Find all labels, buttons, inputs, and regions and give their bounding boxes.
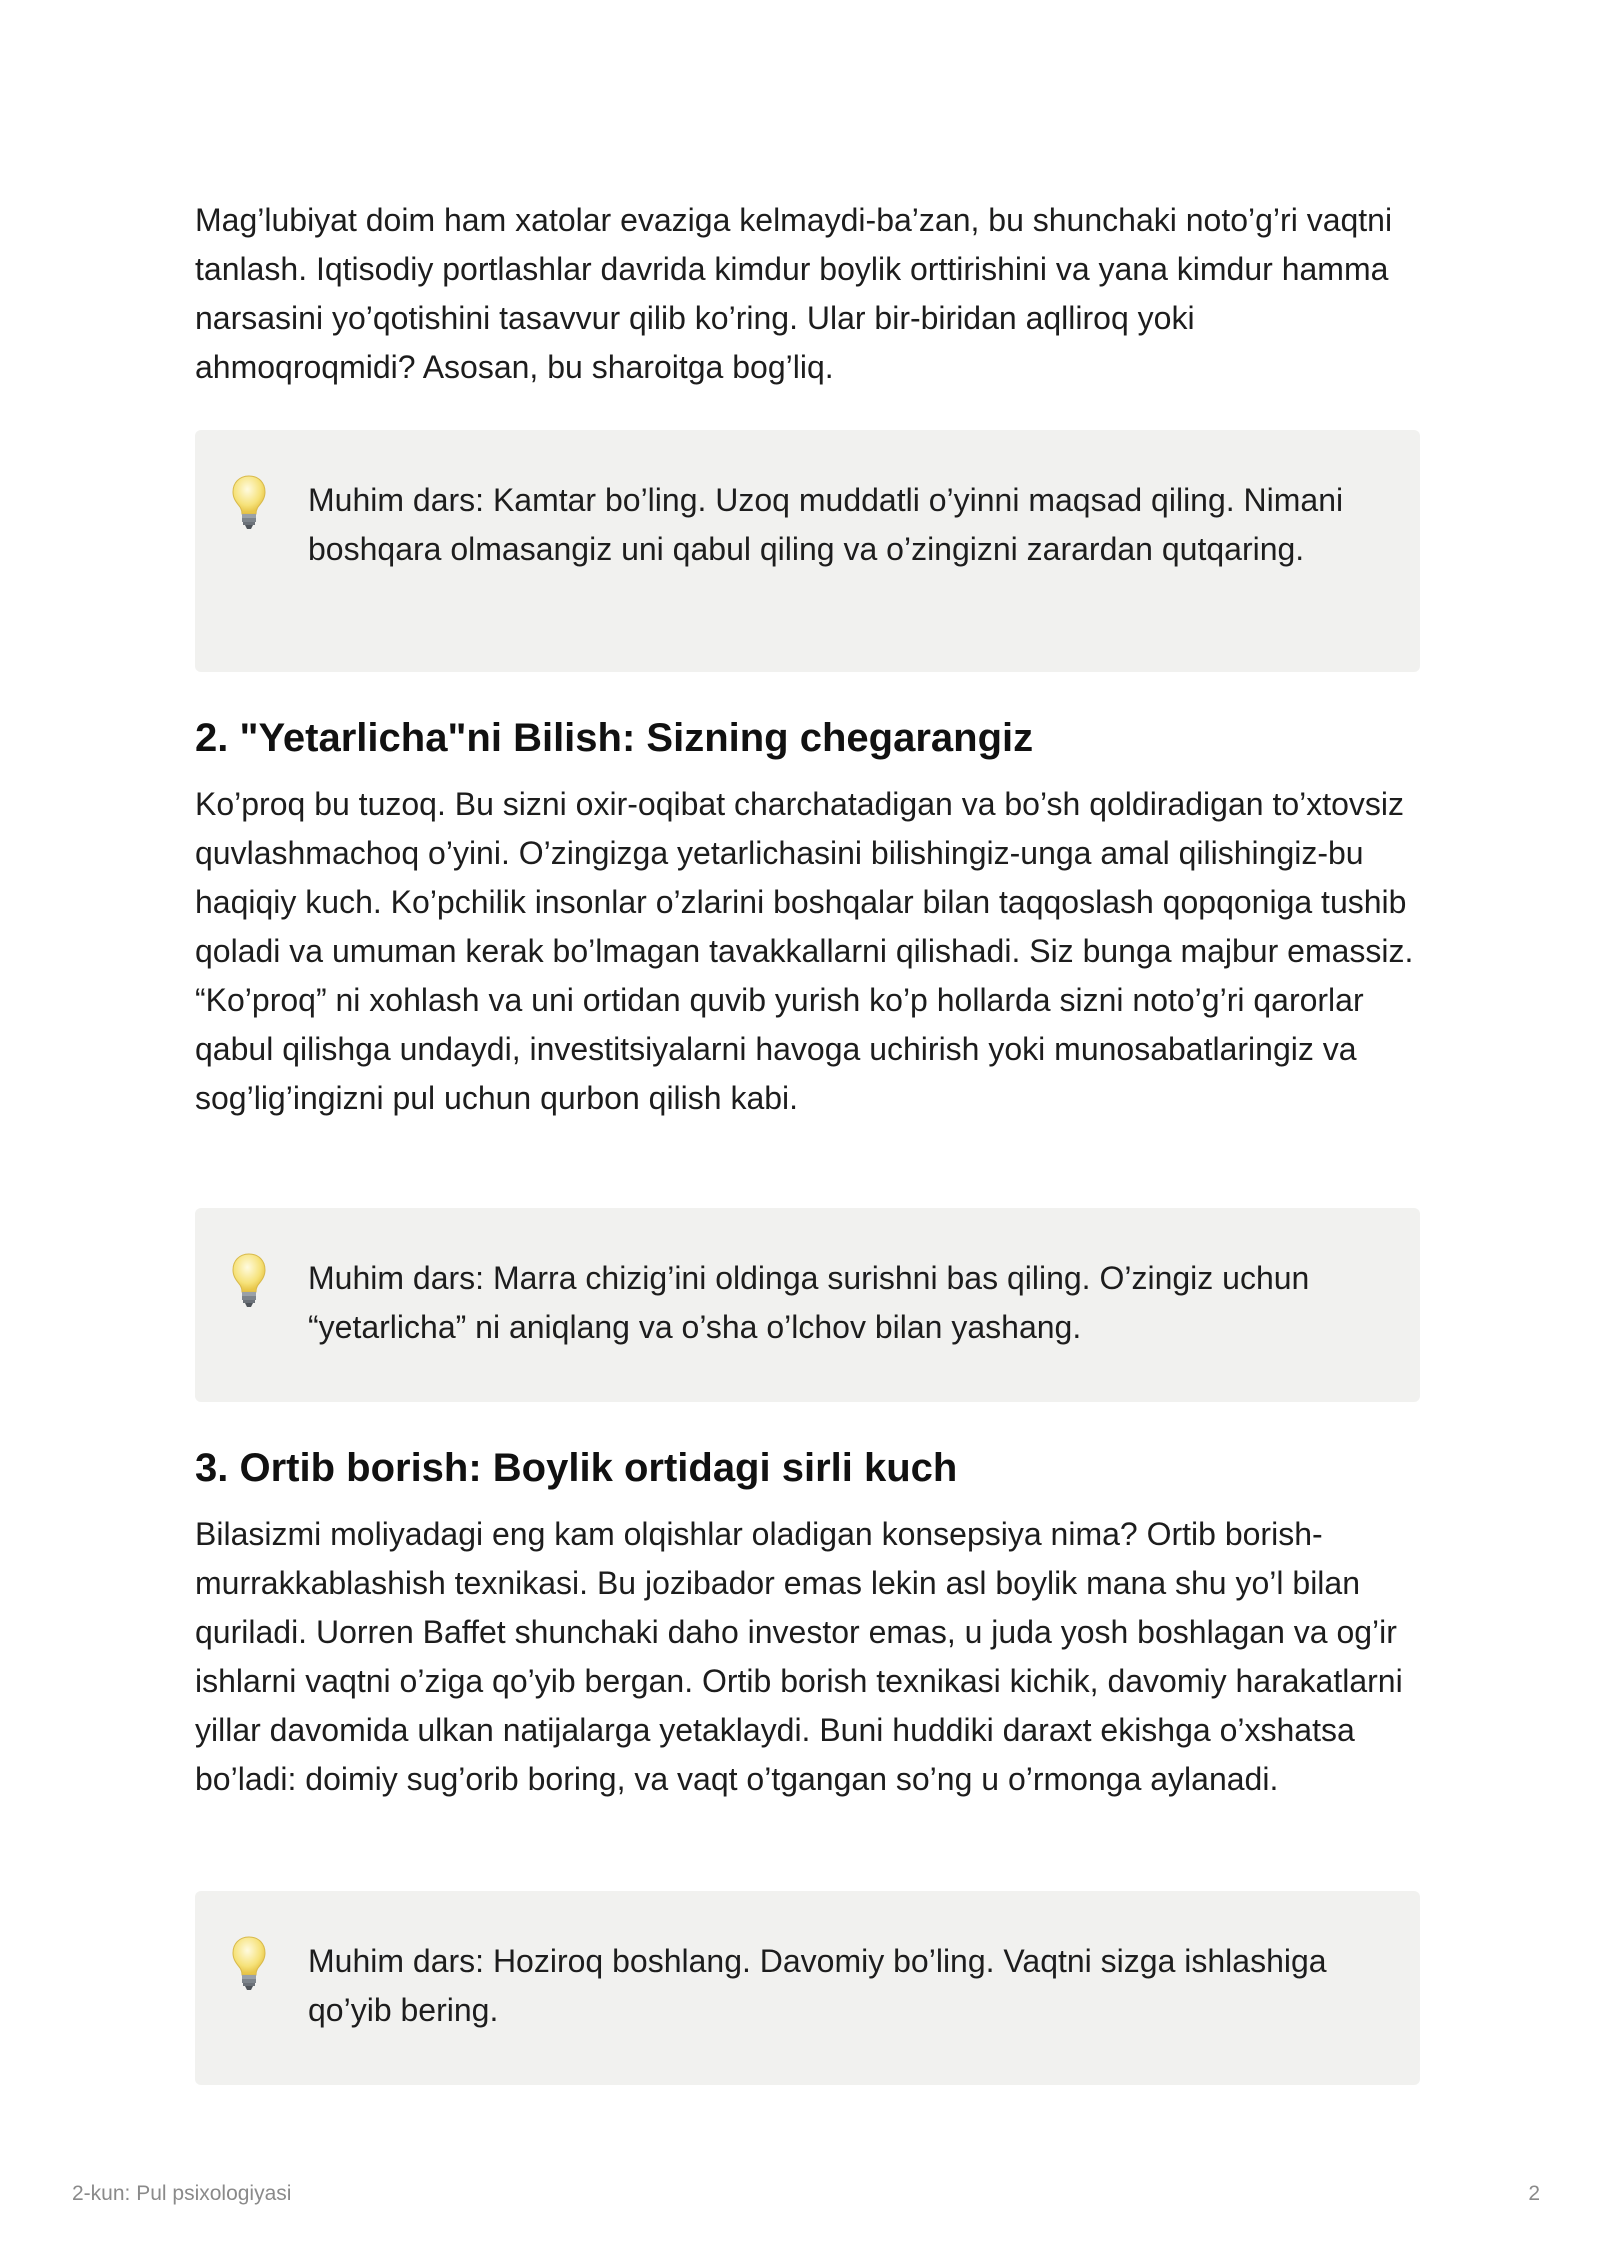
footer-page-number: 2 [1528,2182,1540,2205]
callout-lesson-2 [195,1208,1420,1402]
section-3-paragraph: Bilasizmi moliyadagi eng kam olqishlar oladigan konsepsiya nima? Ortib borish-murrakkablashish texnikasi. Bu jozibador emas lekin asl boylik mana shu yo’l bilan quriladi. Uorren Baffet shunchaki daho investor emas, u juda yosh boshlagan va og’ir ishlarni vaqtni o’ziga qo’yib bergan. Ortib borish texnikasi kichik, davomiy harakatlarni yillar davomida ulkan natijalarga yetaklaydi. Buni huddiki daraxt ekishga o’xshatsa bo’ladi: doimiy sug’orib boring, va vaqt o’tgangan so’ng u o’rmonga aylanadi. [195,1516,1403,1797]
lightbulb-icon [231,1935,267,1991]
section-heading-2: 2. "Yetarlicha"ni Bilish: Sizning chegarangiz [195,716,1034,760]
footer-document-title: 2-kun: Pul psixologiyasi [72,2182,292,2205]
lightbulb-icon [231,474,267,530]
intro-paragraph: Mag’lubiyat doim ham xatolar evaziga kelmaydi-ba’zan, bu shunchaki noto’g’ri vaqtni tanlash. Iqtisodiy portlashlar davrida kimdur boylik orttirishini va yana kimdur hamma narsasini yo’qotishini tasavvur qilib ko’ring. Ular bir-biridan aqlliroq yoki ahmoqroqmidi? Asosan, bu sharoitga bog’liq. [195,202,1393,385]
section-2-paragraph: Ko’proq bu tuzoq. Bu sizni oxir-oqibat charchatadigan va bo’sh qoldiradigan to’xtovsiz quvlashmachoq o’yini. O’zingizga yetarlichasini bilishingiz-unga amal qilishingiz-bu haqiqiy kuch. Ko’pchilik insonlar o’zlarini boshqalar bilan taqqoslash qopqoniga tushib qoladi va umuman kerak bo’lmagan tavakkallarni qilishadi. Siz bunga majbur emassiz. “Ko’proq” ni xohlash va uni ortidan quvib yurish ko’p hollarda sizni noto’g’ri qarorlar qabul qilishga undaydi, investitsiyalarni havoga uchirish yoki munosabatlaringiz va sog’lig’ingizni pul uchun qurbon qilish kabi. [195,786,1414,1116]
callout-lesson-1 [195,430,1420,672]
callout-lesson-3 [195,1891,1420,2085]
callout-text: Muhim dars: Kamtar bo’ling. Uzoq muddatli o’yinni maqsad qiling. Nimani boshqara olmasangiz uni qabul qiling va o’zingizni zarardan qutqaring. [308,482,1344,567]
lightbulb-icon [231,1252,267,1308]
callout-text: Muhim dars: Marra chizig’ini oldinga surishni bas qiling. O’zingiz uchun “yetarlicha” ni aniqlang va o’sha o’lchov bilan yashang. [308,1260,1310,1345]
callout-text: Muhim dars: Hoziroq boshlang. Davomiy bo’ling. Vaqtni sizga ishlashiga qo’yib bering. [308,1943,1327,2028]
section-heading-3: 3. Ortib borish: Boylik ortidagi sirli kuch [195,1446,958,1490]
